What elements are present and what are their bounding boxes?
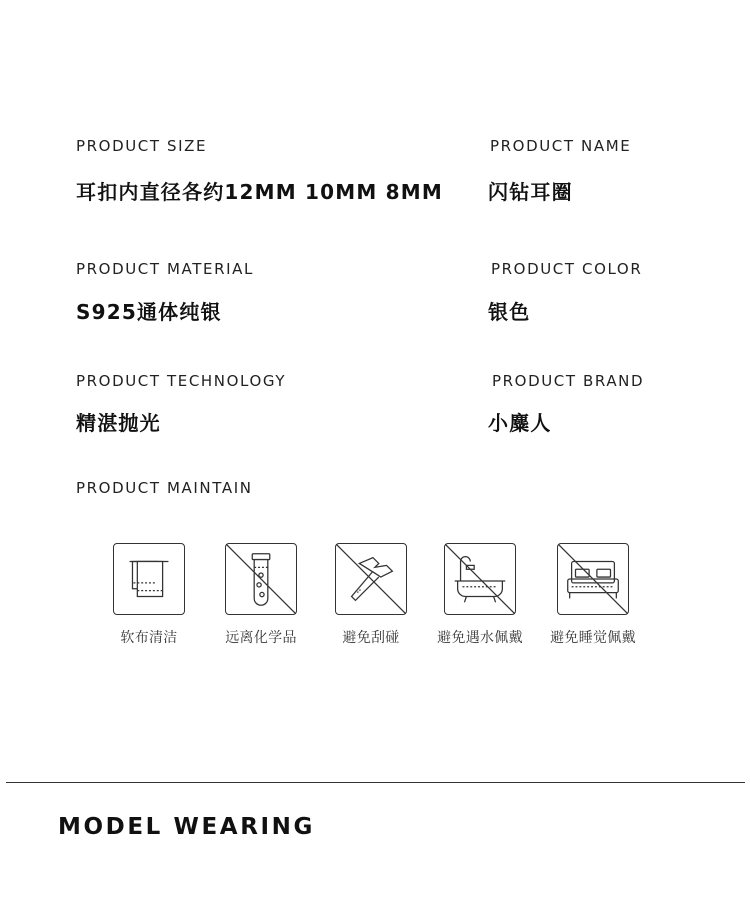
no-bath-icon bbox=[444, 543, 516, 615]
care-caption: 避免遇水佩戴 bbox=[437, 630, 523, 646]
product-color-label: PRODUCT COLOR bbox=[491, 260, 643, 278]
care-item-no-sleep bbox=[533, 543, 653, 647]
towel-icon bbox=[113, 543, 185, 615]
product-size-label: PRODUCT SIZE bbox=[76, 137, 208, 155]
care-item-no-scratch bbox=[311, 543, 431, 647]
care-caption: 避免睡觉佩戴 bbox=[550, 630, 636, 646]
product-maintain-label: PRODUCT MAINTAIN bbox=[76, 479, 253, 497]
care-caption: 远离化学品 bbox=[225, 630, 297, 646]
product-brand-label: PRODUCT BRAND bbox=[492, 372, 645, 390]
product-material-label: PRODUCT MATERIAL bbox=[76, 260, 254, 278]
no-scratch-hammer-icon bbox=[335, 543, 407, 615]
product-technology-label: PRODUCT TECHNOLOGY bbox=[76, 372, 287, 390]
product-name-label: PRODUCT NAME bbox=[490, 137, 632, 155]
product-color-value: 银色 bbox=[488, 300, 531, 324]
care-item-no-chemicals bbox=[201, 543, 321, 647]
care-caption: 避免刮碰 bbox=[342, 630, 400, 646]
care-caption: 软布清洁 bbox=[120, 630, 178, 646]
product-material-value: S925通体纯银 bbox=[76, 300, 222, 324]
model-wearing-title: MODEL WEARING bbox=[58, 814, 315, 840]
product-brand-value: 小麋人 bbox=[488, 411, 552, 435]
product-technology-value: 精湛抛光 bbox=[76, 411, 161, 435]
product-name-value: 闪钻耳圈 bbox=[488, 180, 573, 204]
section-divider bbox=[6, 782, 745, 783]
care-item-soft-cloth bbox=[89, 543, 209, 647]
no-chemicals-icon bbox=[225, 543, 297, 615]
no-sleep-bed-icon bbox=[557, 543, 629, 615]
care-item-no-water bbox=[420, 543, 540, 647]
product-size-value: 耳扣内直径各约12MM 10MM 8MM bbox=[76, 180, 443, 204]
